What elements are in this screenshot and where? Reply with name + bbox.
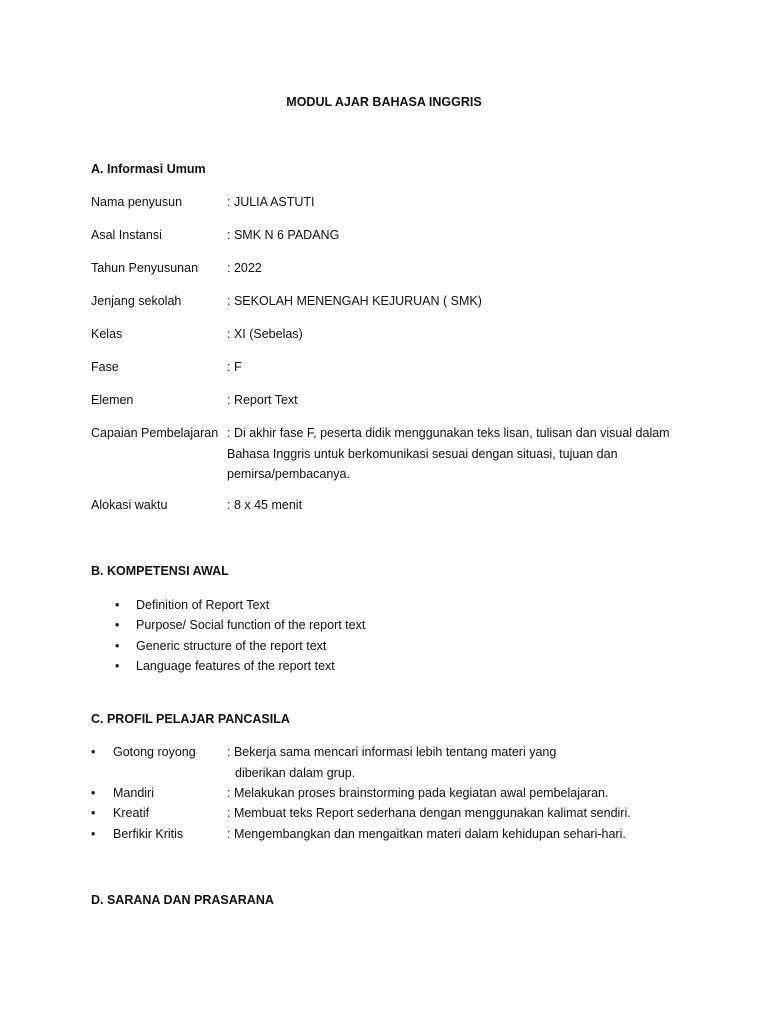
- info-label-capaian: Capaian Pembelajaran: [91, 426, 219, 440]
- info-label-tahun: Tahun Penyusunan: [91, 261, 199, 275]
- bullet-icon: •: [91, 806, 96, 820]
- info-value-tahun: : 2022: [227, 261, 262, 275]
- bullet-icon: •: [115, 618, 120, 632]
- info-label-alokasi: Alokasi waktu: [91, 498, 168, 512]
- profile-label-mandiri: Mandiri: [113, 786, 154, 800]
- profile-label-berfikir-kritis: Berfikir Kritis: [113, 827, 184, 841]
- bullet-icon: •: [115, 659, 120, 673]
- list-item: Language features of the report text: [136, 659, 335, 673]
- bullet-icon: •: [115, 598, 120, 612]
- info-label-elemen: Elemen: [91, 393, 134, 407]
- info-label-fase: Fase: [91, 360, 119, 374]
- info-value-instansi: : SMK N 6 PADANG: [227, 228, 340, 242]
- info-label-instansi: Asal Instansi: [91, 228, 162, 242]
- section-d-heading: D. SARANA DAN PRASARANA: [91, 893, 274, 907]
- section-c-heading: C. PROFIL PELAJAR PANCASILA: [91, 712, 290, 726]
- document-title: MODUL AJAR BAHASA INGGRIS: [286, 95, 482, 109]
- list-item: Definition of Report Text: [136, 598, 270, 612]
- info-label-jenjang: Jenjang sekolah: [91, 294, 182, 308]
- info-value-nama: : JULIA ASTUTI: [227, 195, 315, 209]
- profile-value-kreatif: : Membuat teks Report sederhana dengan menggunakan kalimat sendiri.: [227, 806, 631, 820]
- profile-value-mandiri: : Melakukan proses brainstorming pada kegiatan awal pembelajaran.: [227, 786, 609, 800]
- section-b-heading: B. KOMPETENSI AWAL: [91, 564, 229, 578]
- list-item: Generic structure of the report text: [136, 639, 327, 653]
- info-label-kelas: Kelas: [91, 327, 123, 341]
- section-a-heading: A. Informasi Umum: [91, 162, 206, 176]
- bullet-icon: •: [91, 745, 96, 759]
- info-value-elemen: : Report Text: [227, 393, 298, 407]
- list-item: Purpose/ Social function of the report text: [136, 618, 366, 632]
- profile-label-gotong-royong: Gotong royong: [113, 745, 196, 759]
- info-label-nama: Nama penyusun: [91, 195, 183, 209]
- bullet-icon: •: [115, 639, 120, 653]
- profile-value-berfikir-kritis: : Mengembangkan dan mengaitkan materi dalam kehidupan sehari-hari.: [227, 827, 626, 841]
- info-value-fase: : F: [227, 360, 242, 374]
- info-value-jenjang: : SEKOLAH MENENGAH KEJURUAN ( SMK): [227, 294, 482, 308]
- info-value-kelas: : XI (Sebelas): [227, 327, 303, 341]
- profile-value-gotong-royong: : Bekerja sama mencari informasi lebih tentang materi yang: [227, 745, 557, 759]
- profile-value-gotong-royong-cont: diberikan dalam grup.: [235, 766, 356, 780]
- info-value-capaian: : Di akhir fase F, peserta didik menggunakan teks lisan, tulisan dan visual dalam Bahasa Inggris untuk berkomunikasi sesuai dengan situasi, tujuan dan pemirsa/pembacanya.: [227, 426, 670, 481]
- bullet-icon: •: [91, 827, 96, 841]
- profile-label-kreatif: Kreatif: [113, 806, 150, 820]
- info-value-alokasi: : 8 x 45 menit: [227, 498, 303, 512]
- bullet-icon: •: [91, 786, 96, 800]
